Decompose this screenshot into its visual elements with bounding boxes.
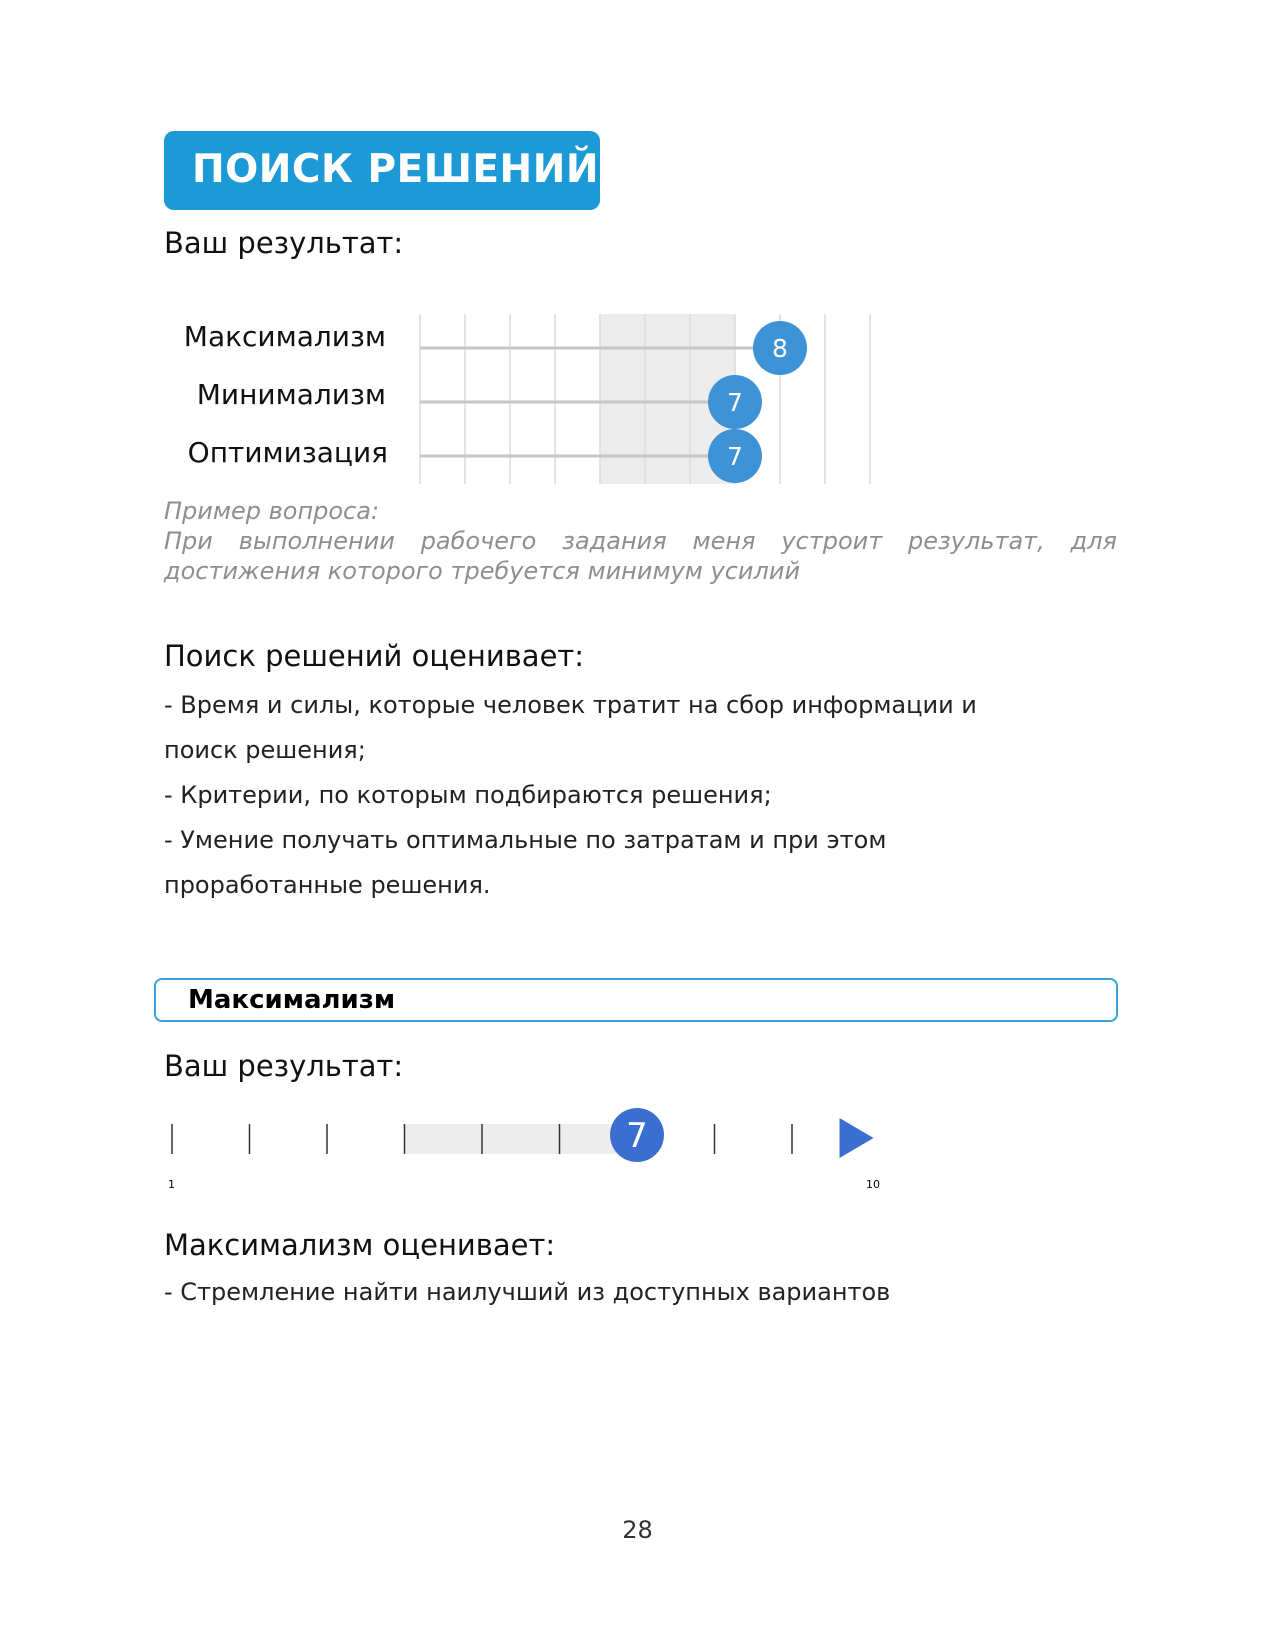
scale-end-arrow-icon [840,1118,874,1158]
assess-line: - Время и силы, которые человек тратит на сбор информации и [164,691,977,719]
assess-line: поиск решения; [164,736,366,764]
scale-assess-heading: Максимализм оценивает: [164,1228,556,1262]
subsection-title: Максимализм [188,985,396,1015]
example-line-1: При выполнении рабочего задания меня устроит результат, для [164,527,1117,555]
scale-min-label: 1 [168,1178,175,1191]
result-scale [160,1100,920,1190]
scale-marker-label: 7 [626,1116,648,1156]
assess-heading: Поиск решений оценивает: [164,639,585,673]
scale-result-heading: Ваш результат: [164,1049,404,1083]
section-title: ПОИСК РЕШЕНИЙ [192,147,599,192]
scale-band [405,1124,638,1154]
chart-label-minimalism: Минимализм [196,378,386,411]
value-label: 7 [727,442,743,471]
result-heading: Ваш результат: [164,226,404,260]
dot-chart [410,314,880,484]
assess-line: - Критерии, по которым подбираются решения; [164,781,772,809]
section-title-badge [164,131,600,210]
example-line-2: достижения которого требуется минимум усилий [164,557,801,585]
assess-line: - Умение получать оптимальные по затратам и при этом [164,826,887,854]
value-label: 8 [772,334,788,363]
value-label: 7 [727,388,743,417]
example-title: Пример вопроса: [164,497,380,525]
scale-max-label: 10 [866,1178,880,1191]
scale-assess-line: - Стремление найти наилучший из доступных вариантов [164,1278,891,1306]
subsection-box [154,978,1118,1022]
page-number: 28 [622,1516,653,1544]
example-block [164,496,1117,586]
assess-line: проработанные решения. [164,871,491,899]
chart-label-maximalism: Максимализм [183,320,386,353]
chart-label-optimization: Оптимизация [187,436,388,469]
